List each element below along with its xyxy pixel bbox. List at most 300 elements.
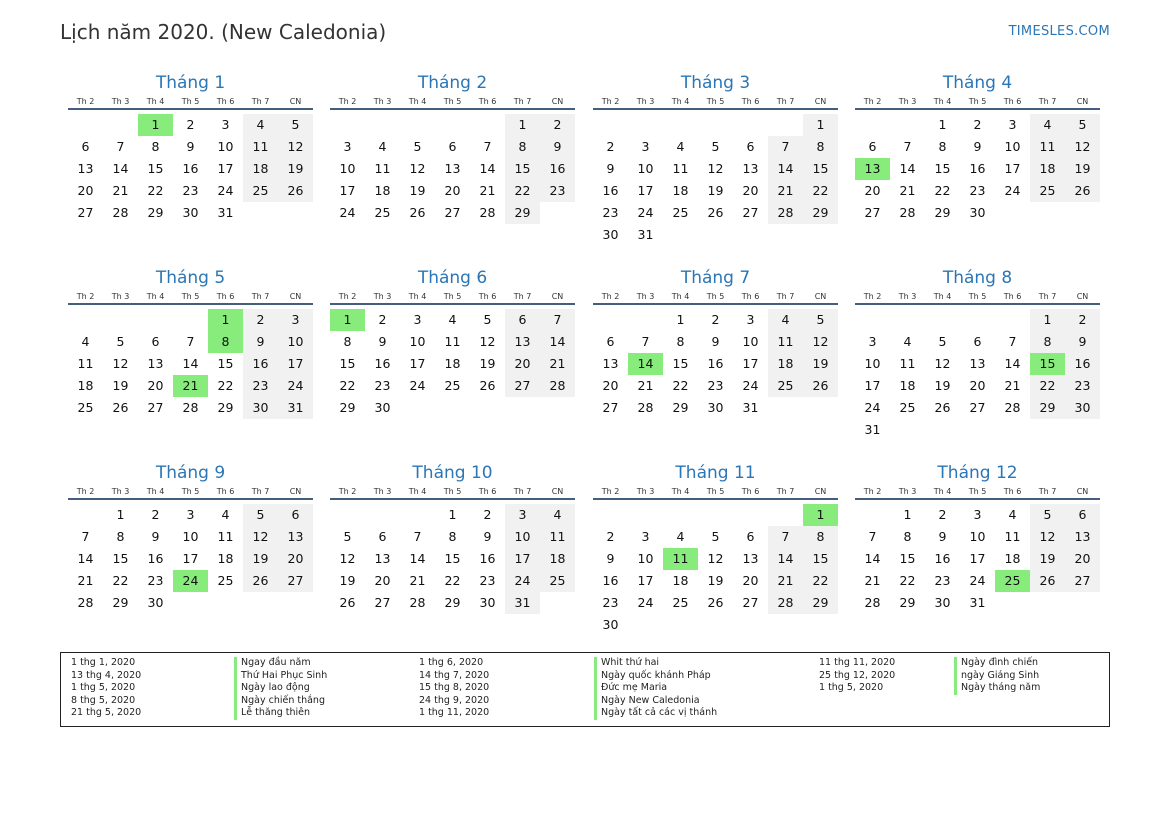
day-cell: 5	[1065, 114, 1100, 136]
day-cell: 28	[864, 595, 881, 610]
day-cell: 5	[938, 334, 947, 349]
day-cell: 3	[221, 117, 230, 132]
holiday-day-cell: 1	[330, 309, 365, 331]
empty-cell	[855, 114, 890, 136]
day-cell: 4	[243, 114, 278, 136]
day-cell: 7	[903, 139, 912, 154]
weekday-header	[593, 485, 838, 500]
weekday-label: Th 3	[373, 292, 392, 301]
day-cell: 4	[903, 334, 912, 349]
weekday-label: CN	[814, 292, 827, 301]
day-cell: 24	[742, 378, 759, 393]
day-cell: 3	[641, 139, 650, 154]
month-block	[68, 463, 313, 614]
day-cell: 13	[505, 331, 540, 353]
day-cell: 18	[672, 183, 689, 198]
weekday-label: Th 3	[898, 97, 917, 106]
month-block	[330, 73, 575, 224]
day-cell: 23	[934, 573, 951, 588]
day-cell: 27	[969, 400, 986, 415]
day-cell: 6	[746, 529, 755, 544]
weekday-label: Th 5	[443, 292, 462, 301]
weekday-label: Th 3	[636, 487, 655, 496]
weekday-label: Th 6	[478, 487, 497, 496]
month-block	[855, 73, 1100, 224]
day-cell: 22	[217, 378, 234, 393]
empty-cell	[470, 114, 505, 136]
day-cell: 21	[479, 183, 496, 198]
day-cell: 22	[339, 378, 356, 393]
day-cell: 11	[768, 331, 803, 353]
weekday-header	[330, 290, 575, 305]
day-cell: 10	[969, 529, 986, 544]
day-cell: 23	[1065, 375, 1100, 397]
day-cell: 10	[1004, 139, 1021, 154]
day-cell: 8	[803, 136, 838, 158]
day-cell: 29	[339, 400, 356, 415]
day-cell: 12	[278, 136, 313, 158]
day-cell: 11	[899, 356, 916, 371]
day-cell: 23	[540, 180, 575, 202]
weekday-label: Th 5	[706, 97, 725, 106]
day-cell: 13	[602, 356, 619, 371]
site-link[interactable]: TIMESLES.COM	[1008, 24, 1110, 39]
day-cell: 8	[938, 139, 947, 154]
day-cell: 9	[378, 334, 387, 349]
day-cell: 8	[903, 529, 912, 544]
day-cell: 19	[479, 356, 496, 371]
empty-cell	[995, 309, 1030, 331]
day-cell: 27	[602, 400, 619, 415]
holiday-day-cell: 1	[208, 309, 243, 331]
day-cell: 22	[803, 570, 838, 592]
day-cell: 31	[505, 592, 540, 614]
day-cell: 19	[1065, 158, 1100, 180]
empty-cell	[400, 114, 435, 136]
day-cell: 2	[483, 507, 492, 522]
day-cell: 17	[969, 551, 986, 566]
day-cell: 14	[864, 551, 881, 566]
day-cell: 3	[186, 507, 195, 522]
holiday-day-cell: 1	[803, 504, 838, 526]
day-cell: 28	[637, 400, 654, 415]
weekday-label: Th 4	[146, 487, 165, 496]
weekday-header	[330, 95, 575, 110]
weekday-label: Th 4	[671, 97, 690, 106]
weekday-label: Th 4	[146, 292, 165, 301]
weekday-label: CN	[551, 487, 564, 496]
legend-date: 1 thg 11, 2020	[419, 707, 490, 718]
day-cell: 15	[672, 356, 689, 371]
day-cell: 15	[147, 161, 164, 176]
weekday-label: Th 2	[76, 292, 95, 301]
day-cell: 7	[868, 529, 877, 544]
day-cell: 19	[112, 378, 129, 393]
day-cell: 15	[899, 551, 916, 566]
legend-dates-1	[71, 657, 141, 720]
day-cell: 6	[1065, 504, 1100, 526]
day-cell: 3	[746, 312, 755, 327]
weekday-label: Th 3	[898, 487, 917, 496]
empty-cell	[330, 504, 365, 526]
day-cell: 20	[742, 183, 759, 198]
day-cell: 20	[602, 378, 619, 393]
month-title: Tháng 6	[417, 268, 488, 288]
day-cell: 8	[505, 136, 540, 158]
day-cell: 17	[637, 573, 654, 588]
day-cell: 10	[864, 356, 881, 371]
day-cell: 21	[637, 378, 654, 393]
day-cell: 25	[899, 400, 916, 415]
day-cell: 2	[938, 507, 947, 522]
weekday-label: Th 7	[1038, 292, 1057, 301]
day-cell: 15	[339, 356, 356, 371]
day-cell: 23	[147, 573, 164, 588]
month-block	[330, 463, 575, 614]
day-cell: 22	[1030, 375, 1065, 397]
weekday-label: Th 6	[741, 487, 760, 496]
weekday-label: Th 3	[111, 292, 130, 301]
day-cell: 21	[112, 183, 129, 198]
empty-cell	[890, 114, 925, 136]
day-cell: 6	[151, 334, 160, 349]
day-cell: 30	[707, 400, 724, 415]
weekday-header	[855, 95, 1100, 110]
empty-cell	[593, 114, 628, 136]
day-cell: 25	[672, 595, 689, 610]
day-cell: 25	[77, 400, 94, 415]
day-cell: 29	[803, 202, 838, 224]
day-cell: 31	[278, 397, 313, 419]
day-cell: 24	[339, 205, 356, 220]
day-cell: 27	[742, 205, 759, 220]
weekday-label: Th 2	[601, 97, 620, 106]
empty-cell	[365, 114, 400, 136]
day-cell: 3	[413, 312, 422, 327]
day-cell: 24	[217, 183, 234, 198]
empty-cell	[733, 114, 768, 136]
holiday-day-cell: 1	[138, 114, 173, 136]
day-cell: 15	[803, 158, 838, 180]
day-cell: 26	[707, 595, 724, 610]
day-cell: 4	[676, 529, 685, 544]
weekday-label: Th 2	[863, 292, 882, 301]
day-cell: 9	[483, 529, 492, 544]
weekday-label: Th 4	[408, 487, 427, 496]
day-cell: 16	[969, 161, 986, 176]
empty-cell	[890, 309, 925, 331]
day-cell: 6	[973, 334, 982, 349]
day-cell: 10	[637, 161, 654, 176]
day-cell: 29	[899, 595, 916, 610]
day-cell: 26	[707, 205, 724, 220]
weekday-header	[330, 485, 575, 500]
weekday-label: Th 4	[671, 292, 690, 301]
weekday-label: Th 7	[513, 292, 532, 301]
day-cell: 17	[278, 353, 313, 375]
weekday-label: Th 2	[76, 97, 95, 106]
day-cell: 5	[711, 139, 720, 154]
day-grid	[68, 504, 313, 614]
day-cell: 10	[217, 139, 234, 154]
holiday-day-cell: 15	[1030, 353, 1065, 375]
month-block	[330, 268, 575, 419]
day-cell: 13	[742, 161, 759, 176]
day-cell: 7	[641, 334, 650, 349]
day-cell: 30	[147, 595, 164, 610]
empty-cell	[400, 504, 435, 526]
day-cell: 18	[768, 353, 803, 375]
day-cell: 8	[803, 526, 838, 548]
day-cell: 7	[768, 136, 803, 158]
empty-cell	[768, 504, 803, 526]
day-cell: 31	[969, 595, 986, 610]
day-cell: 27	[742, 595, 759, 610]
day-cell: 18	[540, 548, 575, 570]
month-block	[593, 268, 838, 419]
empty-cell	[103, 309, 138, 331]
weekday-label: Th 3	[898, 292, 917, 301]
day-cell: 21	[77, 573, 94, 588]
day-cell: 22	[672, 378, 689, 393]
legend-holiday-name: Thứ Hai Phục Sinh	[234, 670, 327, 683]
empty-cell	[698, 114, 733, 136]
day-cell: 19	[1030, 548, 1065, 570]
day-cell: 2	[606, 139, 615, 154]
day-cell: 23	[707, 378, 724, 393]
day-cell: 17	[742, 356, 759, 371]
day-cell: 1	[803, 114, 838, 136]
day-cell: 23	[243, 375, 278, 397]
day-cell: 5	[278, 114, 313, 136]
day-cell: 21	[768, 180, 803, 202]
month-title: Tháng 8	[942, 268, 1013, 288]
empty-cell	[365, 504, 400, 526]
day-cell: 5	[413, 139, 422, 154]
day-cell: 25	[540, 570, 575, 592]
weekday-label: Th 2	[863, 97, 882, 106]
day-grid	[330, 504, 575, 614]
legend-names-1	[234, 657, 327, 720]
empty-cell	[68, 504, 103, 526]
empty-cell	[68, 114, 103, 136]
day-cell: 18	[444, 356, 461, 371]
day-cell: 12	[243, 526, 278, 548]
empty-cell	[138, 309, 173, 331]
weekday-label: CN	[1076, 97, 1089, 106]
day-cell: 23	[182, 183, 199, 198]
day-cell: 16	[934, 551, 951, 566]
month-block	[855, 268, 1100, 441]
day-cell: 7	[483, 139, 492, 154]
day-cell: 5	[116, 334, 125, 349]
day-cell: 7	[186, 334, 195, 349]
day-cell: 23	[602, 595, 619, 610]
day-cell: 24	[637, 595, 654, 610]
day-cell: 31	[217, 205, 234, 220]
weekday-label: Th 3	[636, 292, 655, 301]
day-cell: 27	[1065, 570, 1100, 592]
day-cell: 17	[409, 356, 426, 371]
day-cell: 24	[969, 573, 986, 588]
weekday-label: Th 5	[968, 487, 987, 496]
day-cell: 20	[77, 183, 94, 198]
day-cell: 26	[243, 570, 278, 592]
weekday-label: Th 5	[968, 97, 987, 106]
day-cell: 2	[973, 117, 982, 132]
day-cell: 1	[1030, 309, 1065, 331]
day-grid	[593, 504, 838, 636]
weekday-header	[68, 95, 313, 110]
legend-holiday-name: Ngày chiến thắng	[234, 695, 327, 708]
day-cell: 16	[707, 356, 724, 371]
day-cell: 19	[707, 183, 724, 198]
day-cell: 24	[1004, 183, 1021, 198]
day-cell: 10	[278, 331, 313, 353]
day-cell: 25	[1030, 180, 1065, 202]
holiday-day-cell: 8	[208, 331, 243, 353]
day-cell: 29	[112, 595, 129, 610]
day-cell: 13	[147, 356, 164, 371]
day-cell: 4	[81, 334, 90, 349]
day-cell: 17	[864, 378, 881, 393]
weekday-label: Th 4	[408, 97, 427, 106]
weekday-label: CN	[289, 487, 302, 496]
month-title: Tháng 3	[680, 73, 751, 93]
day-cell: 23	[374, 378, 391, 393]
weekday-label: CN	[814, 97, 827, 106]
weekday-label: Th 2	[338, 292, 357, 301]
day-cell: 30	[182, 205, 199, 220]
holiday-legend	[60, 652, 1110, 727]
day-cell: 22	[505, 180, 540, 202]
weekday-header	[68, 290, 313, 305]
day-cell: 8	[1030, 331, 1065, 353]
day-cell: 21	[409, 573, 426, 588]
day-cell: 25	[768, 375, 803, 397]
legend-holiday-name: Ngày tháng năm	[954, 682, 1040, 695]
day-cell: 18	[217, 551, 234, 566]
day-cell: 12	[934, 356, 951, 371]
day-cell: 6	[378, 529, 387, 544]
day-cell: 18	[672, 573, 689, 588]
day-cell: 30	[1065, 397, 1100, 419]
day-cell: 15	[803, 548, 838, 570]
weekday-label: Th 6	[216, 97, 235, 106]
weekday-label: Th 6	[478, 97, 497, 106]
day-cell: 15	[444, 551, 461, 566]
legend-holiday-name: ngày Giáng Sinh	[954, 670, 1040, 683]
weekday-label: Th 7	[513, 97, 532, 106]
day-cell: 12	[339, 551, 356, 566]
day-cell: 26	[1030, 570, 1065, 592]
empty-cell	[925, 309, 960, 331]
weekday-label: Th 2	[863, 487, 882, 496]
month-block	[68, 73, 313, 224]
day-cell: 9	[1065, 331, 1100, 353]
month-block	[593, 73, 838, 246]
weekday-label: CN	[289, 292, 302, 301]
day-cell: 16	[602, 183, 619, 198]
day-cell: 19	[243, 548, 278, 570]
day-cell: 3	[505, 504, 540, 526]
day-cell: 14	[77, 551, 94, 566]
weekday-label: Th 5	[968, 292, 987, 301]
day-cell: 2	[1065, 309, 1100, 331]
legend-holiday-name: Lễ thăng thiên	[234, 707, 327, 720]
day-cell: 15	[505, 158, 540, 180]
day-cell: 1	[676, 312, 685, 327]
day-cell: 16	[374, 356, 391, 371]
day-cell: 4	[768, 309, 803, 331]
day-cell: 17	[505, 548, 540, 570]
weekday-label: Th 6	[741, 292, 760, 301]
weekday-label: Th 3	[373, 487, 392, 496]
day-cell: 8	[343, 334, 352, 349]
weekday-label: Th 5	[706, 292, 725, 301]
day-cell: 20	[969, 378, 986, 393]
empty-cell	[733, 504, 768, 526]
weekday-label: Th 2	[601, 487, 620, 496]
legend-holiday-name: Ngày New Caledonia	[594, 695, 717, 708]
holiday-day-cell: 24	[173, 570, 208, 592]
day-cell: 29	[147, 205, 164, 220]
day-cell: 24	[864, 400, 881, 415]
weekday-label: Th 2	[338, 97, 357, 106]
day-cell: 13	[278, 526, 313, 548]
day-cell: 18	[899, 378, 916, 393]
day-cell: 31	[742, 400, 759, 415]
weekday-label: Th 5	[181, 97, 200, 106]
day-cell: 10	[637, 551, 654, 566]
legend-date: 21 thg 5, 2020	[71, 707, 142, 718]
day-cell: 9	[151, 529, 160, 544]
day-cell: 28	[479, 205, 496, 220]
day-cell: 19	[278, 158, 313, 180]
weekday-label: Th 5	[181, 487, 200, 496]
weekday-label: CN	[1076, 487, 1089, 496]
day-cell: 21	[899, 183, 916, 198]
day-cell: 22	[112, 573, 129, 588]
day-cell: 3	[278, 309, 313, 331]
day-cell: 12	[1065, 136, 1100, 158]
empty-cell	[435, 114, 470, 136]
weekday-header	[68, 485, 313, 500]
day-cell: 4	[540, 504, 575, 526]
day-cell: 14	[899, 161, 916, 176]
weekday-label: Th 4	[408, 292, 427, 301]
day-cell: 17	[217, 161, 234, 176]
day-cell: 13	[444, 161, 461, 176]
day-cell: 5	[243, 504, 278, 526]
day-cell: 5	[803, 309, 838, 331]
day-cell: 9	[711, 334, 720, 349]
day-cell: 12	[479, 334, 496, 349]
day-grid	[593, 114, 838, 246]
holiday-day-cell: 13	[855, 158, 890, 180]
day-cell: 4	[378, 139, 387, 154]
day-cell: 19	[803, 353, 838, 375]
empty-cell	[663, 504, 698, 526]
day-cell: 10	[182, 529, 199, 544]
weekday-label: Th 2	[76, 487, 95, 496]
day-cell: 1	[938, 117, 947, 132]
day-cell: 1	[903, 507, 912, 522]
day-cell: 24	[637, 205, 654, 220]
day-cell: 1	[448, 507, 457, 522]
weekday-label: CN	[289, 97, 302, 106]
day-cell: 4	[1008, 507, 1017, 522]
